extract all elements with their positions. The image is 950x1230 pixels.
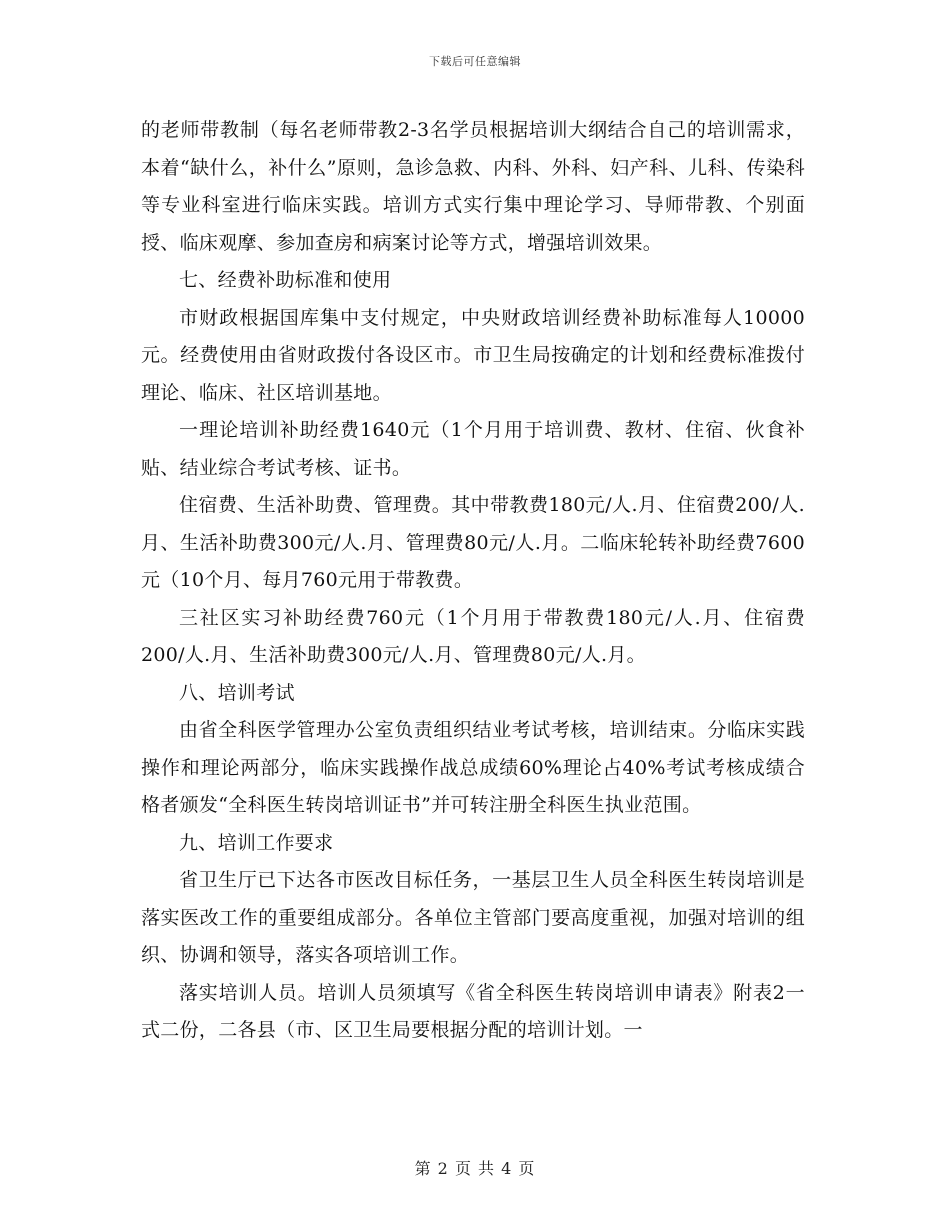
paragraph: 一理论培训补助经费1640元（1个月用于培训费、教材、住宿、伙食补贴、结业综合考试考核、证书。	[141, 419, 805, 479]
section-heading: 九、培训工作要求	[179, 831, 334, 854]
page-header: 下载后可任意编辑	[429, 55, 521, 68]
paragraph: 省卫生厅已下达各市医改目标任务，一基层卫生人员全科医生转岗培训是落实医改工作的重要组成部分。各单位主管部门要高度重视，加强对培训的组织、协调和领导，落实各项培训工作。	[141, 869, 805, 966]
paragraph: 住宿费、生活补助费、管理费。其中带教费180元/人.月、住宿费200/人.月、生活补助费300元/人.月、管理费80元/人.月。二临床轮转补助经费7600元（10个月、每月760元用于带教费。	[141, 494, 805, 591]
paragraph: 落实培训人员。培训人员须填写《省全科医生转岗培训申请表》附表2一式二份，二各县（市、区卫生局要根据分配的培训计划。一	[141, 981, 805, 1041]
section-heading: 八、培训考试	[179, 681, 295, 704]
document-body	[141, 112, 805, 1050]
paragraph: 市财政根据国库集中支付规定，中央财政培训经费补助标准每人10000元。经费使用由省财政拨付各设区市。市卫生局按确定的计划和经费标准拨付理论、临床、社区培训基地。	[141, 306, 805, 404]
section-heading: 七、经费补助标准和使用	[179, 269, 392, 291]
paragraph: 由省全科医学管理办公室负责组织结业考试考核，培训结束。分临床实践操作和理论两部分，临床实践操作战总成绩60%理论占40%考试考核成绩合格者颁发“全科医生转岗培训证书”并可转注册全科医生执业范围。	[141, 719, 805, 816]
page-footer: 第 2 页 共 4 页	[414, 1159, 536, 1178]
paragraph: 三社区实习补助经费760元（1个月用于带教费180元/人.月、住宿费200/人.月、生活补助费300元/人.月、管理费80元/人.月。	[141, 606, 805, 666]
paragraph: 的老师带教制（每名老师带教2-3名学员根据培训大纲结合自己的培训需求，本着“缺什么，补什么”原则，急诊急救、内科、外科、妇产科、儿科、传染科等专业科室进行临床实践。培训方式实行集中理论学习、导师带教、个别面授、临床观摩、参加查房和病案讨论等方式，增强培训效果。	[141, 119, 805, 254]
